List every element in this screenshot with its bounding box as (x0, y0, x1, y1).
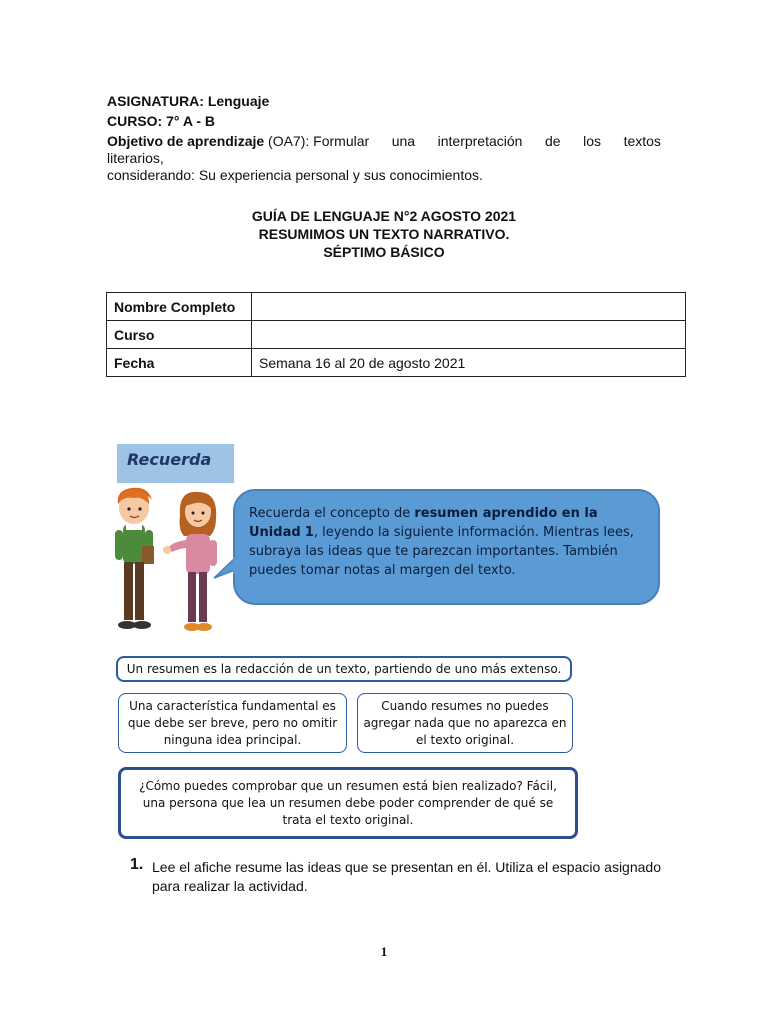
course-field[interactable] (252, 321, 686, 349)
name-field[interactable] (252, 293, 686, 321)
activity-instructions: Lee el afiche resume las ideas que se presentan en él. Utiliza el espacio asignado para realizar la actividad. (152, 859, 661, 894)
date-field: Semana 16 al 20 de agosto 2021 (252, 349, 686, 377)
objective-line-2: literarios, (107, 150, 164, 166)
recuerda-tab: Recuerda (117, 444, 234, 483)
guide-title: GUÍA DE LENGUAJE N°2 AGOSTO 2021 (251, 208, 517, 224)
rule-box: Cuando resumes no puedes agregar nada que no aparezca en el texto original. (357, 693, 573, 753)
objective-word: textos (623, 133, 661, 149)
row-label: Fecha (107, 349, 252, 377)
objective-label: Objetivo de aprendizaje (107, 133, 265, 149)
characteristic-box: Una característica fundamental es que debe ser breve, pero no omitir ninguna idea principal. (118, 693, 347, 753)
objective-word: (OA7): Formular (268, 133, 370, 149)
question-box: ¿Cómo puedes comprobar que un resumen está bien realizado? Fácil, una persona que lea un resumen debe poder comprender de qué se trata el texto original. (118, 767, 578, 839)
girl-figure (163, 492, 217, 631)
table-row (107, 321, 686, 349)
objective-word: los (583, 133, 602, 149)
row-label: Curso (107, 321, 252, 349)
course-line: CURSO: 7° A - B (107, 113, 216, 129)
bubble-tail (212, 556, 238, 586)
page-number: 1 (380, 944, 388, 959)
activity-number: 1. (130, 856, 144, 873)
guide-level: SÉPTIMO BÁSICO (323, 244, 445, 260)
guide-subtitle: RESUMIMOS UN TEXTO NARRATIVO. (258, 226, 510, 242)
objective-line-3: considerando: Su experiencia personal y sus conocimientos. (107, 167, 483, 183)
bubble-bold-text: resumen aprendido en la Unidad (249, 506, 598, 540)
objective-word: interpretación (437, 133, 523, 149)
table-row (107, 349, 686, 377)
bubble-text-start: Recuerda el concepto de (249, 506, 415, 521)
bubble-bold-unit-number: 1 (304, 525, 314, 540)
summary-definition-box: Un resumen es la redacción de un texto, partiendo de uno más extenso. (116, 656, 572, 682)
objective-word: de (545, 133, 561, 149)
speech-bubble (233, 489, 660, 605)
objective-word: una (391, 133, 416, 149)
student-info-table (106, 292, 686, 377)
bubble-text-end: , leyendo la siguiente información. Mientras lees, subraya las ideas que te parezcan importantes. También puedes tomar notas al margen del texto. (249, 525, 634, 578)
subject-line: ASIGNATURA: Lenguaje (107, 93, 270, 109)
objective-line-1 (107, 133, 661, 150)
boy-figure (115, 488, 154, 629)
learning-objective (107, 133, 661, 184)
table-row (107, 293, 686, 321)
row-label: Nombre Completo (107, 293, 252, 321)
